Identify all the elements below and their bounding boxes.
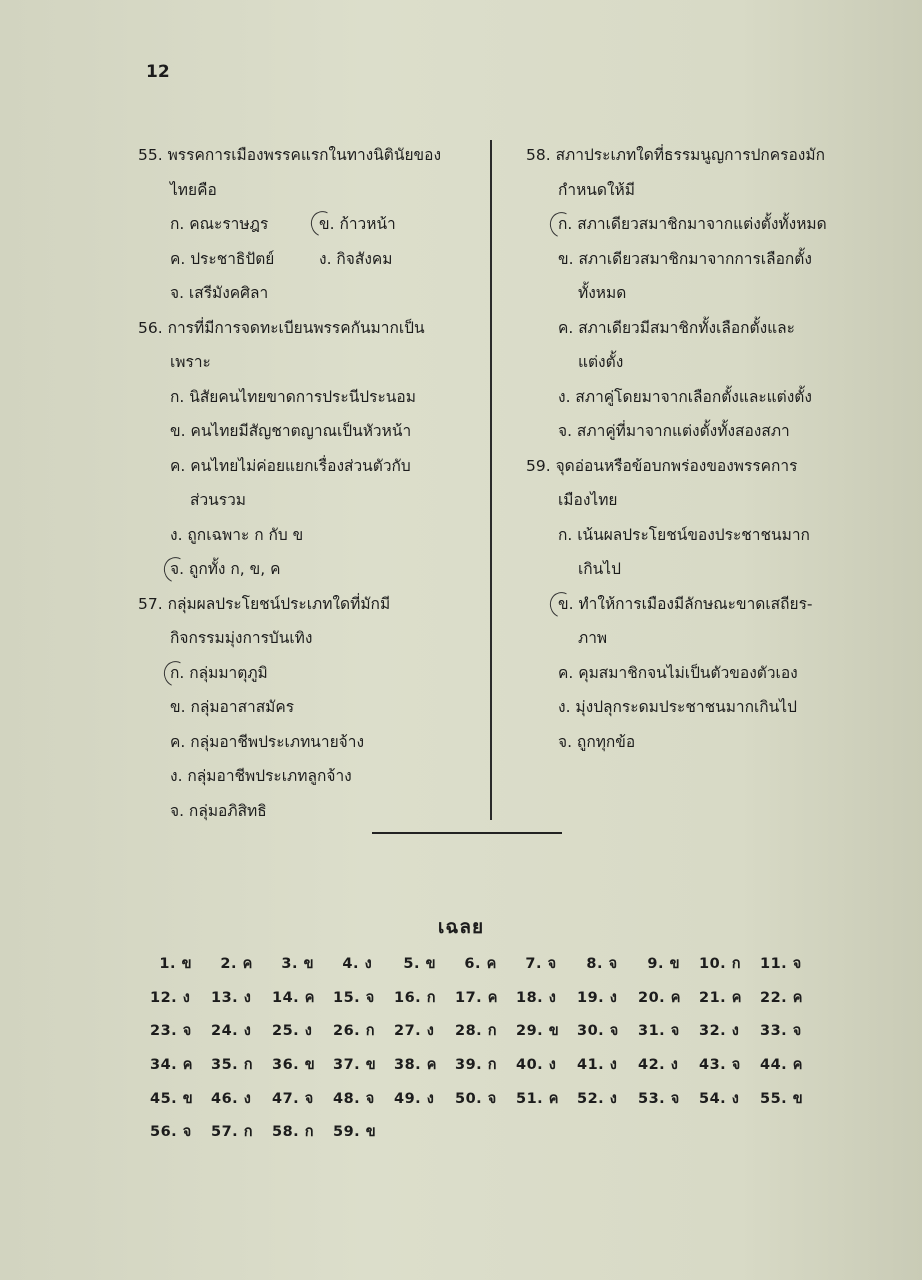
answer-letter: จ: [547, 956, 557, 972]
answer-key-item: [394, 1049, 455, 1083]
answer-letter: ง: [731, 1023, 740, 1040]
answer-letter: ง: [609, 1057, 618, 1074]
answer-key-item: [272, 948, 333, 982]
right-column: [526, 138, 826, 759]
answer-key-item: [394, 1083, 455, 1117]
answer-number: 58.: [272, 1124, 300, 1141]
answer-key-item: [516, 1015, 577, 1049]
choice: ค. คนไทยไม่ค่อยแยกเรื่องส่วนตัวกับ: [170, 456, 411, 475]
answer-letter: ข: [303, 956, 314, 972]
page-number: 12: [146, 62, 170, 82]
answer-letter: ก: [365, 1023, 376, 1040]
answer-key-item: [211, 982, 272, 1016]
pen-circle-mark: [160, 657, 191, 690]
question-text: 58. สภาประเภทใดที่ธรรมนูญการปกครองมัก: [526, 146, 825, 164]
answer-key-item: [760, 982, 821, 1016]
answer-letter: ข: [181, 956, 192, 972]
answer-number: 27.: [394, 1023, 422, 1040]
answer-key-item: [699, 1015, 760, 1049]
column-divider: [490, 140, 492, 820]
choice-selected: [526, 207, 826, 242]
question-text: ไทยคือ: [170, 180, 217, 199]
answer-key-item: [638, 1049, 699, 1083]
answer-key-item: [516, 1083, 577, 1117]
answer-number: 59.: [333, 1124, 361, 1141]
choice: ข. คนไทยมีสัญชาตญาณเป็นหัวหน้า: [170, 422, 412, 440]
answer-key-item: [699, 1049, 760, 1083]
answer-letter: ค: [487, 989, 498, 1006]
answer-letter: ก: [304, 1124, 315, 1141]
choice-selected: [526, 587, 826, 622]
question-text: 56. การที่มีการจดทะเบียนพรรคกันมากเป็น: [138, 318, 425, 337]
answer-number: 47.: [272, 1090, 300, 1107]
answer-number: 54.: [699, 1090, 727, 1107]
answer-key-item: [394, 982, 455, 1016]
answer-number: 40.: [516, 1057, 544, 1074]
answer-key-item: [333, 1083, 394, 1117]
choice-text: จ. ถูกทั้ง ก, ข, ค: [170, 560, 281, 578]
answer-key-item: [638, 982, 699, 1016]
choice: จ. ถูกทุกข้อ: [558, 732, 636, 751]
answer-number: 6.: [464, 956, 481, 972]
answer-number: 24.: [211, 1023, 239, 1040]
answer-letter: จ: [304, 1090, 314, 1107]
answer-letter: ค: [182, 1057, 193, 1074]
answer-key-item: [638, 948, 699, 982]
choice: ก. คณะราษฎร: [170, 215, 269, 233]
answer-key-item: [516, 948, 577, 982]
answer-number: 32.: [699, 1023, 727, 1040]
choice: ข. สภาเดียวสมาชิกมาจากการเลือกตั้ง: [558, 249, 812, 268]
answer-key-item: [211, 948, 272, 982]
answer-number: 18.: [516, 989, 544, 1006]
answer-letter: จ: [365, 1090, 375, 1107]
answer-key-item: [333, 948, 394, 982]
answer-letter: จ: [792, 1023, 802, 1040]
answer-key-item: [150, 1015, 211, 1049]
answer-key-item: [333, 1116, 394, 1150]
answer-letter: ง: [731, 1090, 740, 1107]
answer-number: 4.: [342, 956, 359, 972]
answer-letter: จ: [608, 956, 618, 972]
answer-number: 29.: [516, 1023, 544, 1040]
answer-key-item: [150, 1049, 211, 1083]
answer-letter: ง: [243, 989, 252, 1006]
answer-letter: ง: [304, 1023, 313, 1040]
answer-key-item: [211, 1015, 272, 1049]
answer-number: 53.: [638, 1090, 666, 1107]
answer-number: 46.: [211, 1090, 239, 1107]
answer-letter: จ: [182, 1124, 192, 1141]
choice-selected: [319, 207, 468, 242]
answer-key-item: [150, 1116, 211, 1150]
answer-number: 49.: [394, 1090, 422, 1107]
choice: จ. สภาคู่ที่มาจากแต่งตั้งทั้งสองสภา: [558, 422, 790, 440]
answer-letter: ค: [548, 1090, 559, 1107]
answer-key-item: [577, 1049, 638, 1083]
answer-letter: ง: [426, 1023, 435, 1040]
answer-letter: ก: [426, 989, 437, 1006]
answer-letter: ข: [365, 1124, 377, 1141]
choice-text: ก. สภาเดียวสมาชิกมาจากแต่งตั้งทั้งหมด: [558, 215, 827, 233]
answer-key-item: [272, 1049, 333, 1083]
question-text: กำหนดให้มี: [558, 180, 635, 199]
answer-key-item: [272, 1083, 333, 1117]
question-55: [138, 138, 468, 311]
answer-letter: จ: [670, 1090, 680, 1107]
question-text: 59. จุดอ่อนหรือข้อบกพร่องของพรรคการ: [526, 456, 798, 475]
answer-number: 42.: [638, 1057, 666, 1074]
answer-number: 12.: [150, 989, 178, 1006]
answer-key-title: เฉลย: [437, 916, 485, 938]
answer-letter: ง: [609, 989, 618, 1006]
question-text: 55. พรรคการเมืองพรรคแรกในทางนิตินัยของ: [138, 146, 442, 164]
answer-key-item: [455, 1015, 516, 1049]
choice-continuation: แต่งตั้ง: [578, 353, 624, 371]
question-text: กิจกรรมมุ่งการบันเทิง: [170, 629, 313, 647]
choice: ค. คุมสมาชิกจนไม่เป็นตัวของตัวเอง: [558, 663, 798, 682]
answer-letter: ค: [792, 1057, 803, 1074]
answer-number: 15.: [333, 989, 361, 1006]
answer-letter: ก: [731, 956, 742, 972]
answer-number: 3.: [281, 956, 298, 972]
answer-number: 38.: [394, 1057, 422, 1074]
answer-number: 11.: [760, 956, 788, 972]
answer-key-item: [455, 1049, 516, 1083]
choice: ง. กิจสังคม: [319, 249, 393, 268]
answer-key-item: [760, 948, 821, 982]
answer-letter: ค: [242, 956, 253, 972]
answer-letter: ง: [548, 1057, 557, 1074]
question-text: เพราะ: [170, 353, 211, 371]
answer-key-item: [272, 1015, 333, 1049]
answer-number: 2.: [220, 956, 237, 972]
choice: ก. นิสัยคนไทยขาดการประนีประนอม: [170, 387, 416, 406]
pen-circle-mark: [546, 209, 577, 242]
answer-key-item: [333, 1049, 394, 1083]
answer-key-item: [333, 982, 394, 1016]
answer-number: 39.: [455, 1057, 483, 1074]
choice-continuation: ภาพ: [578, 629, 608, 647]
answer-number: 20.: [638, 989, 666, 1006]
answer-letter: จ: [365, 989, 375, 1006]
answer-key-item: [699, 982, 760, 1016]
choice-text: ก. กลุ่มมาตุภูมิ: [170, 663, 268, 682]
answer-letter: ง: [243, 1090, 252, 1107]
answer-number: 1.: [159, 956, 176, 972]
answer-letter: ข: [365, 1057, 377, 1074]
answer-number: 50.: [455, 1090, 483, 1107]
answer-key-item: [699, 948, 760, 982]
answer-number: 55.: [760, 1090, 788, 1107]
answer-number: 33.: [760, 1023, 788, 1040]
answer-number: 26.: [333, 1023, 361, 1040]
answer-letter: ข: [425, 956, 436, 972]
answer-number: 7.: [525, 956, 542, 972]
answer-letter: ข: [304, 1057, 316, 1074]
answer-number: 51.: [516, 1090, 544, 1107]
choice: ข. กลุ่มอาสาสมัคร: [170, 698, 295, 716]
answer-number: 16.: [394, 989, 422, 1006]
choice: ก. เน้นผลประโยชน์ของประชาชนมาก: [558, 525, 810, 544]
answer-number: 28.: [455, 1023, 483, 1040]
answer-letter: จ: [182, 1023, 192, 1040]
answer-key-item: [577, 982, 638, 1016]
answer-number: 41.: [577, 1057, 605, 1074]
answer-letter: จ: [609, 1023, 619, 1040]
answer-letter: ค: [792, 989, 803, 1006]
answer-key-item: [150, 948, 211, 982]
answer-key-item: [577, 948, 638, 982]
answer-letter: ค: [670, 989, 681, 1006]
answer-key-item: [516, 1049, 577, 1083]
choice-continuation: ทั้งหมด: [578, 284, 627, 302]
choice: จ. กลุ่มอภิสิทธิ: [170, 801, 267, 820]
choice: จ. เสรีมังคศิลา: [170, 284, 269, 302]
answer-number: 14.: [272, 989, 300, 1006]
answer-key-item: [394, 948, 455, 982]
answer-number: 13.: [211, 989, 239, 1006]
answer-letter: ง: [364, 956, 373, 972]
answer-key-item: [272, 1116, 333, 1150]
answer-number: 48.: [333, 1090, 361, 1107]
choice-continuation: เกินไป: [578, 560, 621, 578]
answer-number: 22.: [760, 989, 788, 1006]
answer-letter: ง: [426, 1090, 435, 1107]
answer-key-item: [394, 1015, 455, 1049]
pen-circle-mark: [160, 554, 191, 587]
answer-key-item: [455, 982, 516, 1016]
answer-key-item: [638, 1083, 699, 1117]
answer-number: 52.: [577, 1090, 605, 1107]
answer-key-item: [150, 982, 211, 1016]
choice-row: [138, 207, 468, 242]
choice-text: ข. ก้าวหน้า: [319, 215, 396, 233]
answer-letter: จ: [487, 1090, 497, 1107]
answer-letter: จ: [670, 1023, 680, 1040]
answer-number: 25.: [272, 1023, 300, 1040]
answer-key-item: [211, 1083, 272, 1117]
answer-number: 5.: [403, 956, 420, 972]
pen-circle-mark: [546, 588, 577, 621]
section-rule: [372, 832, 562, 834]
question-57: [138, 587, 468, 829]
answer-number: 9.: [647, 956, 664, 972]
answer-number: 35.: [211, 1057, 239, 1074]
answer-number: 21.: [699, 989, 727, 1006]
answer-letter: ก: [487, 1023, 498, 1040]
choice: ค. ประชาธิปัตย์: [170, 249, 275, 268]
answer-letter: จ: [731, 1057, 741, 1074]
answer-number: 8.: [586, 956, 603, 972]
question-56: [138, 311, 468, 587]
choice-selected: [138, 552, 468, 587]
answer-letter: ง: [182, 989, 191, 1006]
choice: ค. สภาเดียวมีสมาชิกทั้งเลือกตั้งและ: [558, 318, 795, 337]
answer-number: 23.: [150, 1023, 178, 1040]
answer-letter: ข: [182, 1090, 194, 1107]
answer-key-item: [577, 1083, 638, 1117]
answer-key-item: [150, 1083, 211, 1117]
answer-key-item: [760, 1015, 821, 1049]
answer-letter: จ: [792, 956, 802, 972]
choice-selected: [138, 656, 468, 691]
question-text: เมืองไทย: [558, 491, 618, 509]
answer-letter: ง: [670, 1057, 679, 1074]
answer-number: 44.: [760, 1057, 788, 1074]
answer-key-item: [760, 1049, 821, 1083]
answer-letter: ข: [548, 1023, 560, 1040]
answer-number: 19.: [577, 989, 605, 1006]
question-text: 57. กลุ่มผลประโยชน์ประเภทใดที่มักมี: [138, 594, 391, 613]
choice: ค. กลุ่มอาชีพประเภทนายจ้าง: [170, 732, 365, 751]
answer-key-item: [455, 1083, 516, 1117]
answer-number: 43.: [699, 1057, 727, 1074]
answer-key-item: [211, 1116, 272, 1150]
answer-number: 30.: [577, 1023, 605, 1040]
answer-key-item: [333, 1015, 394, 1049]
left-column: [138, 138, 468, 828]
answer-number: 36.: [272, 1057, 300, 1074]
choice: ง. มุ่งปลุกระดมประชาชนมากเกินไป: [558, 698, 797, 716]
answer-key-item: [211, 1049, 272, 1083]
answer-number: 37.: [333, 1057, 361, 1074]
answer-letter: ง: [243, 1023, 252, 1040]
answer-key-item: [516, 982, 577, 1016]
answer-letter: ข: [669, 956, 680, 972]
answer-number: 17.: [455, 989, 483, 1006]
answer-letter: ค: [304, 989, 315, 1006]
choice: ง. กลุ่มอาชีพประเภทลูกจ้าง: [170, 767, 352, 785]
answer-letter: ข: [792, 1090, 804, 1107]
answer-letter: ก: [487, 1057, 498, 1074]
answer-number: 45.: [150, 1090, 178, 1107]
choice-row: [138, 242, 468, 277]
answer-letter: ค: [426, 1057, 437, 1074]
question-58: [526, 138, 826, 449]
answer-key-grid: [150, 948, 821, 1150]
answer-key-item: [577, 1015, 638, 1049]
choice-text: ข. ทำให้การเมืองมีลักษณะขาดเสถียร-: [558, 594, 813, 613]
choice: ง. สภาคู่โดยมาจากเลือกตั้งและแต่งตั้ง: [558, 387, 812, 406]
answer-letter: ก: [243, 1057, 254, 1074]
answer-number: 31.: [638, 1023, 666, 1040]
answer-number: 10.: [699, 956, 727, 972]
answer-number: 57.: [211, 1124, 239, 1141]
answer-letter: ค: [731, 989, 742, 1006]
answer-key-item: [455, 948, 516, 982]
question-59: [526, 449, 826, 760]
answer-key-item: [699, 1083, 760, 1117]
answer-letter: ง: [609, 1090, 618, 1107]
answer-letter: ก: [243, 1124, 254, 1141]
answer-number: 34.: [150, 1057, 178, 1074]
choice-continuation: ส่วนรวม: [190, 491, 247, 509]
answer-key-item: [638, 1015, 699, 1049]
answer-letter: ค: [486, 956, 497, 972]
choice: ง. ถูกเฉพาะ ก กับ ข: [170, 525, 304, 544]
answer-number: 56.: [150, 1124, 178, 1141]
answer-key-item: [760, 1083, 821, 1117]
answer-letter: ง: [548, 989, 557, 1006]
answer-key-item: [272, 982, 333, 1016]
